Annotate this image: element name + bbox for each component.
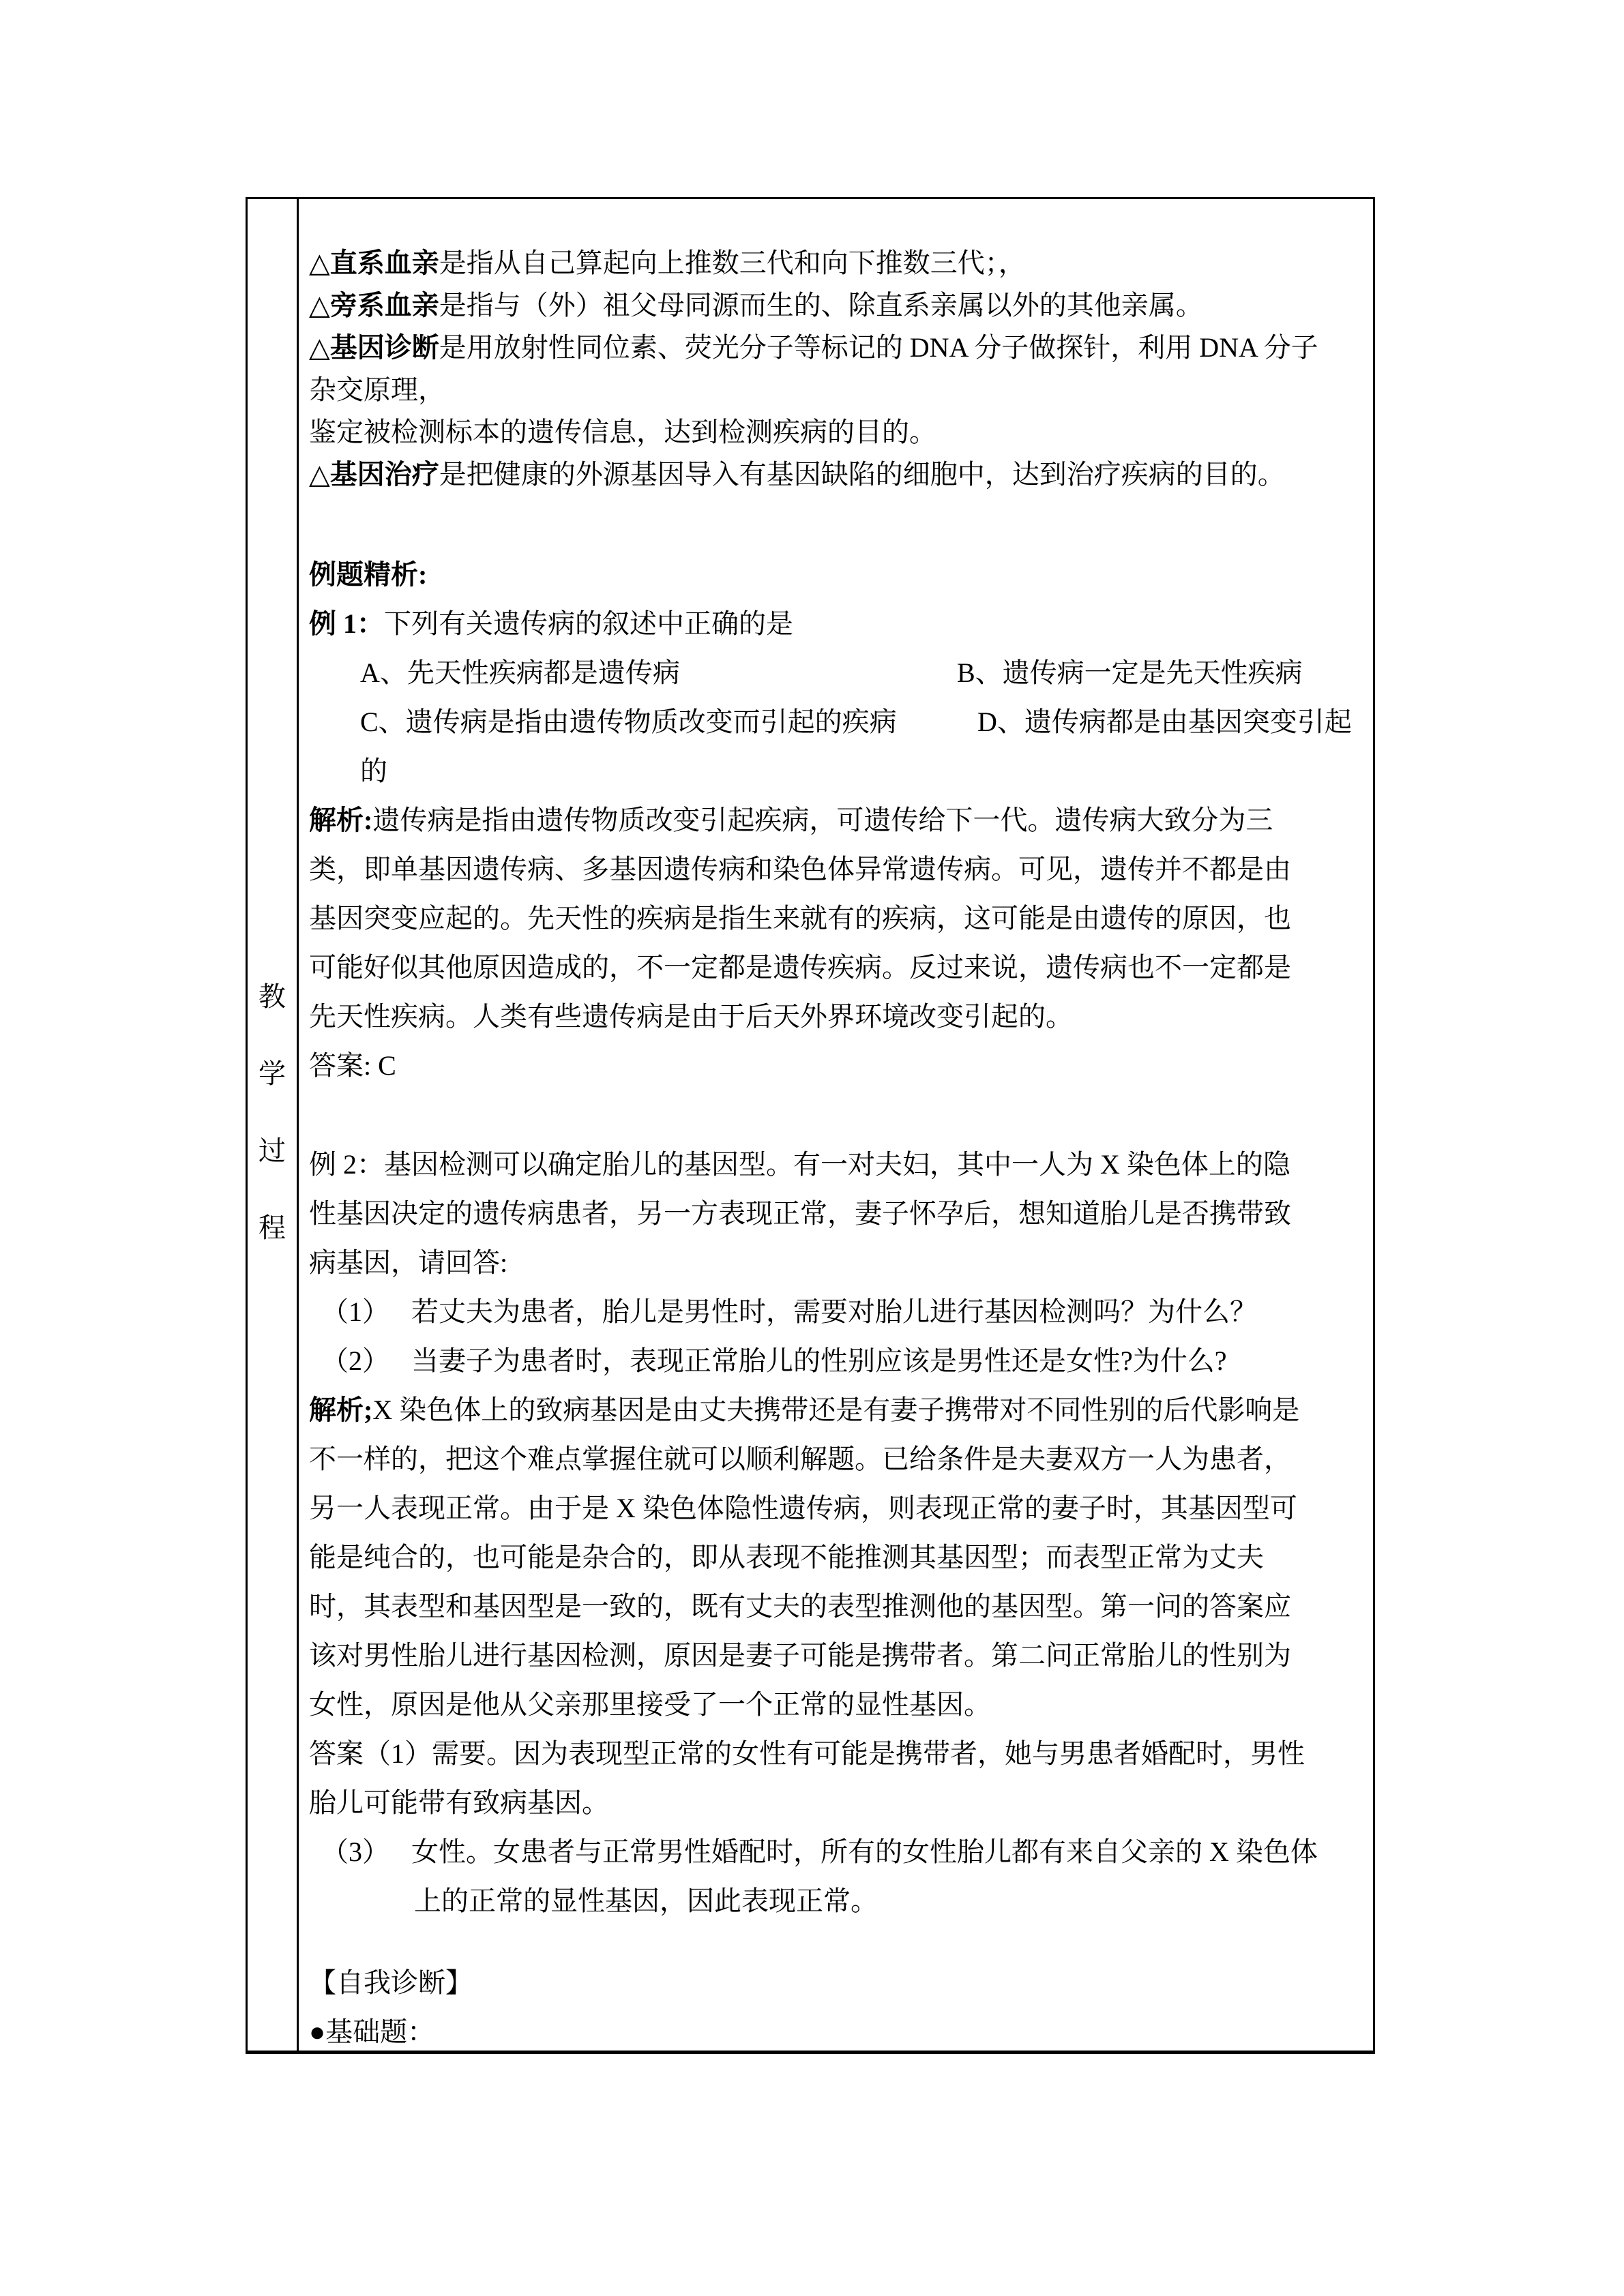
text-line (299, 453, 1373, 496)
line-text: C、遗传病是指由遗传物质改变而引起的疾病 (360, 706, 897, 737)
text-line (299, 1041, 1373, 1090)
text-line (299, 1582, 1373, 1631)
line-text: 答案: C (309, 1050, 396, 1081)
teaching-process-content-cell (299, 199, 1373, 2051)
line-text: 是指与（外）祖父母同源而生的、除直系亲属以外的其他亲属。 (439, 290, 1203, 320)
line-text: 答案（1）需要。因为表现型正常的女性有可能是携带者，她与男患者婚配时，男性 (309, 1738, 1305, 1769)
line-text: 不一样的，把这个难点掌握住就可以顺利解题。已给条件是夫妻双方一人为患者， (309, 1444, 1291, 1474)
table-row-header-cell (248, 199, 299, 2051)
text-line (299, 1729, 1373, 1778)
line-text: 下列有关遗传病的叙述中正确的是 (384, 608, 793, 639)
line-text: 是指从自己算起向上推数三代和向下推数三代；， (439, 248, 1026, 278)
line-text-second-column: B、遗传病一定是先天性疾病 (957, 657, 1303, 688)
text-line (299, 242, 1373, 284)
line-text: 杂交原理， (309, 374, 445, 405)
text-line (299, 1631, 1373, 1680)
text-line (299, 1533, 1373, 1582)
text-line (299, 894, 1373, 943)
line-text: 是用放射性同位素、荧光分子等标记的 DNA 分子做探针，利用 DNA 分子 (439, 332, 1318, 363)
text-line (299, 648, 1373, 698)
line-text: 鉴定被检测标本的遗传信息，达到检测疾病的目的。 (309, 417, 936, 447)
text-line (299, 1680, 1373, 1729)
line-text: 若丈夫为患者，胎儿是男性时，需要对胎儿进行基因检测吗？为什么？ (411, 1296, 1257, 1327)
line-text: 女性。女患者与正常男性婚配时，所有的女性胎儿都有来自父亲的 X 染色体 (411, 1836, 1318, 1867)
text-line (299, 796, 1373, 845)
line-text: 当妻子为患者时，表现正常胎儿的性别应该是男性还是女性?为什么? (411, 1345, 1227, 1376)
text-line (299, 550, 1373, 599)
bold-term: 例题精析: (309, 559, 428, 590)
vertical-label-char: 学 (259, 1058, 286, 1089)
vertical-label-char: 教 (259, 981, 286, 1012)
line-text: 上的正常的显性基因，因此表现正常。 (414, 1885, 878, 1916)
item-number: （3） (321, 1836, 389, 1867)
triangle-marker: △ (309, 290, 330, 320)
line-text: 时，其表型和基因型是一致的，既有丈夫的表型推测他的基因型。第一问的答案应 (309, 1591, 1291, 1622)
vertical-label-teaching-process (248, 958, 297, 1266)
triangle-marker: △ (309, 332, 330, 363)
line-text: 女性，原因是他从父亲那里接受了一个正常的显性基因。 (309, 1689, 991, 1720)
line-text: 基因突变应起的。先天性的疾病是指生来就有的疾病，这可能是由遗传的原因，也 (309, 903, 1291, 934)
line-text: 病基因，请回答: (309, 1247, 508, 1278)
text-line (299, 1828, 1373, 1877)
text-line (299, 845, 1373, 894)
item-number: （1） (321, 1296, 389, 1327)
item-number: （2） (321, 1345, 389, 1376)
bold-term: 旁系血亲 (329, 290, 439, 320)
text-line (299, 2008, 1373, 2051)
text-line (299, 1189, 1373, 1238)
line-text: 例 2：基因检测可以确定胎儿的基因型。有一对夫妇，其中一人为 X 染色体上的隐 (309, 1149, 1290, 1180)
text-line (299, 599, 1373, 648)
bold-term: 基因治疗 (329, 459, 439, 490)
text-line (299, 992, 1373, 1041)
line-text: 另一人表现正常。由于是 X 染色体隐性遗传病，则表现正常的妻子时，其基因型可 (309, 1493, 1297, 1523)
text-line (299, 698, 1373, 747)
text-line (299, 1386, 1373, 1435)
bold-term: 解析: (309, 805, 373, 835)
line-text: 能是纯合的，也可能是杂合的，即从表现不能推测其基因型；而表型正常为丈夫 (309, 1542, 1264, 1572)
text-line (299, 1877, 1373, 1926)
line-text: 类，即单基因遗传病、多基因遗传病和染色体异常遗传病。可见，遗传并不都是由 (309, 854, 1291, 884)
text-line (299, 943, 1373, 992)
text-line (299, 1435, 1373, 1484)
lesson-plan-table (246, 197, 1375, 2054)
bold-term: 基因诊断 (329, 332, 439, 363)
bold-term: 例 1： (309, 608, 384, 639)
bold-term: 解析; (309, 1395, 373, 1425)
triangle-marker: △ (309, 459, 330, 490)
line-text: ●基础题： (309, 2016, 435, 2047)
text-line (299, 1238, 1373, 1287)
line-text: 先天性疾病。人类有些遗传病是由于后天外界环境改变引起的。 (309, 1001, 1073, 1032)
vertical-label-char: 过 (259, 1135, 286, 1166)
line-text: 该对男性胎儿进行基因检测，原因是妻子可能是携带者。第二问正常胎儿的性别为 (309, 1640, 1291, 1671)
line-text: 遗传病是指由遗传物质改变引起疾病，可遗传给下一代。遗传病大致分为三 (372, 805, 1273, 835)
line-text: 是把健康的外源基因导入有基因缺陷的细胞中，达到治疗疾病的目的。 (439, 459, 1285, 490)
text-line (299, 1337, 1373, 1386)
bold-term: 直系血亲 (329, 248, 439, 278)
text-line (299, 284, 1373, 327)
vertical-label-char: 程 (259, 1212, 286, 1243)
line-text-second-column: D、遗传病都是由基因突变引起 (977, 706, 1352, 737)
text-line (299, 1778, 1373, 1828)
text-line (299, 327, 1373, 369)
line-text: 的 (360, 756, 387, 786)
text-line (299, 747, 1373, 796)
line-text: 胎儿可能带有致病基因。 (309, 1787, 609, 1818)
line-text: A、先天性疾病都是遗传病 (360, 657, 680, 688)
line-text: X 染色体上的致病基因是由丈夫携带还是有妻子携带对不同性别的后代影响是 (372, 1395, 1300, 1425)
text-line (299, 369, 1373, 411)
triangle-marker: △ (309, 248, 330, 278)
text-line (299, 411, 1373, 453)
text-line (299, 1958, 1373, 2008)
text-line (299, 1287, 1373, 1337)
line-text: 性基因决定的遗传病患者，另一方表现正常，妻子怀孕后，想知道胎儿是否携带致 (309, 1198, 1291, 1229)
line-text: 可能好似其他原因造成的，不一定都是遗传疾病。反过来说，遗传病也不一定都是 (309, 952, 1291, 983)
text-line (299, 1140, 1373, 1189)
line-text: 【自我诊断】 (309, 1967, 473, 1998)
text-line (299, 1484, 1373, 1533)
